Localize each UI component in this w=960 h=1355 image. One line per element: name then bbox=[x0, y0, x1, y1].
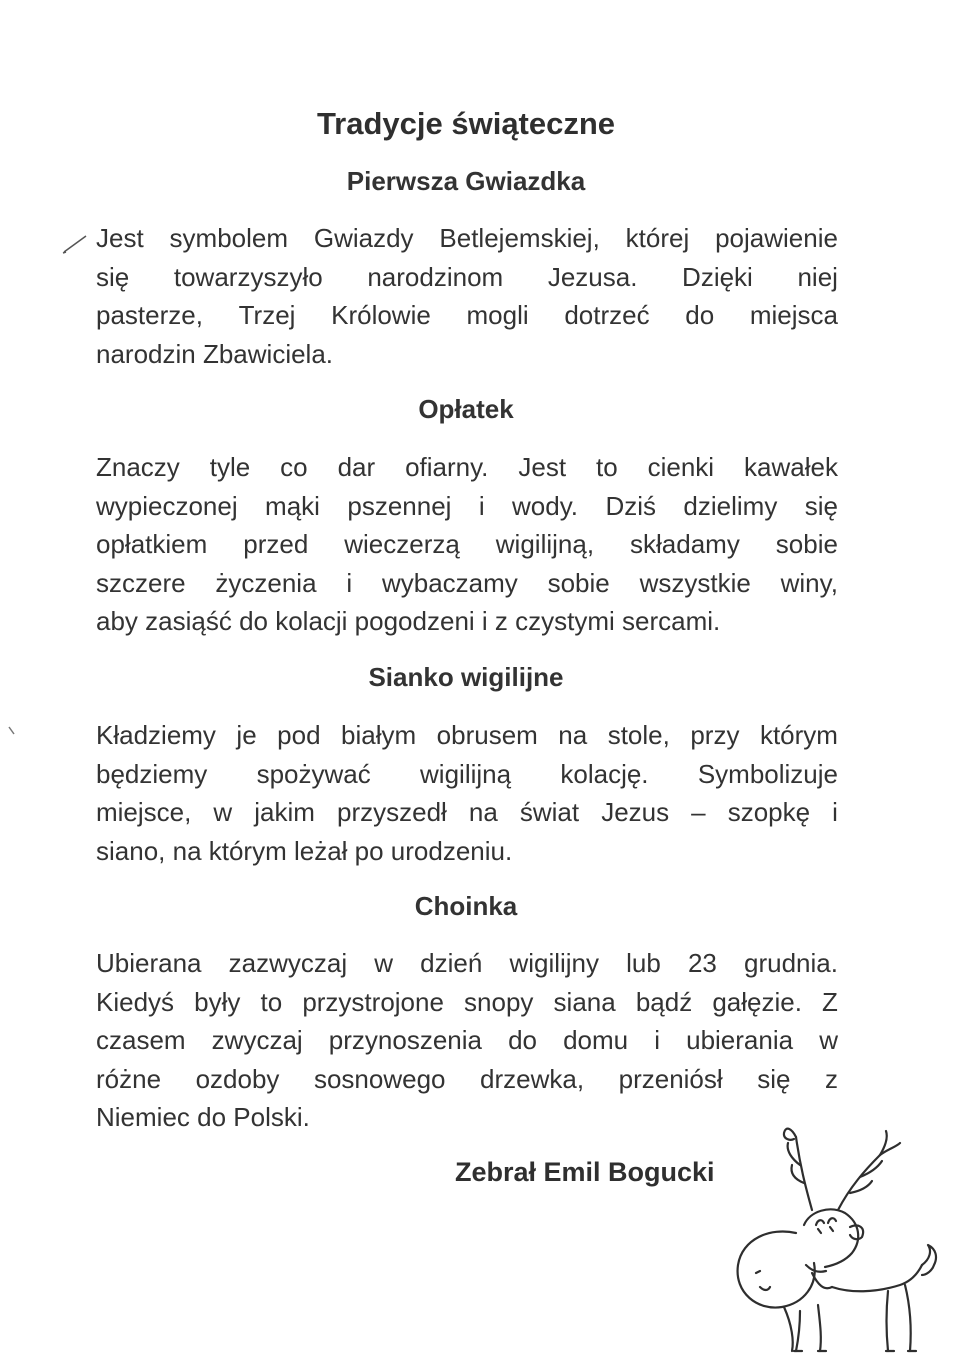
stray-mark-icon bbox=[6, 724, 18, 738]
text-line: aby zasiąść do kolacji pogodzeni i z czystymi sercami. bbox=[96, 606, 721, 637]
text-line: Znaczy tyle co dar ofiarny. Jest to cienki kawałek bbox=[96, 452, 838, 482]
reindeer-drawing-icon bbox=[700, 1115, 960, 1355]
heading-choinka: Choinka bbox=[414, 891, 518, 921]
text-line: pasterze, Trzej Królowie mogli dotrzeć do miejsca bbox=[96, 300, 838, 331]
text-line: opłatkiem przed wieczerzą wigilijną, składamy sobie bbox=[96, 529, 838, 560]
paragraph-oplatek bbox=[96, 448, 838, 641]
paragraph-choinka bbox=[96, 944, 838, 1137]
text-line: szczere życzenia i wybaczamy sobie wszystkie winy, bbox=[96, 567, 838, 598]
text-line: Jest symbolem Gwiazdy Betlejemskiej, której pojawienie bbox=[96, 223, 838, 253]
heading-oplatek: Opłatek bbox=[418, 394, 514, 424]
text-line: Niemiec do Polski. bbox=[96, 1102, 310, 1133]
paragraph-sianko-wigilijne bbox=[96, 716, 838, 870]
text-line: różne ozdoby sosnowego drzewka, przeniósł się z bbox=[96, 1063, 838, 1094]
text-line: będziemy spożywać wigilijną kolację. Symbolizuje bbox=[96, 758, 838, 789]
text-line: Kładziemy je pod białym obrusem na stole, przy którym bbox=[96, 720, 838, 750]
page-title: Tradycje świąteczne bbox=[316, 106, 616, 141]
text-line: siano, na którym leżał po urodzeniu. bbox=[96, 835, 513, 866]
text-line: Kiedyś były to przystrojone snopy siana bądź gałęzie. Z bbox=[96, 986, 838, 1017]
signature: Zebrał Emil Bogucki bbox=[455, 1157, 715, 1187]
text-line: czasem zwyczaj przynoszenia do domu i ubierania w bbox=[96, 1025, 838, 1056]
heading-sianko-wigilijne: Sianko wigilijne bbox=[368, 662, 564, 692]
heading-pierwsza-gwiazdka: Pierwsza Gwiazdka bbox=[346, 166, 586, 196]
text-line: narodzin Zbawiciela. bbox=[96, 338, 334, 369]
text-line: się towarzyszyło narodzinom Jezusa. Dzięki niej bbox=[96, 261, 838, 292]
text-line: Ubierana zazwyczaj w dzień wigilijny lub 23 grudnia. bbox=[96, 948, 838, 978]
text-line: wypieczonej mąki pszennej i wody. Dziś dzielimy się bbox=[96, 490, 838, 521]
text-line: miejsce, w jakim przyszedł na świat Jezus – szopkę i bbox=[96, 797, 838, 828]
stray-mark-icon bbox=[60, 232, 90, 256]
paragraph-pierwsza-gwiazdka bbox=[96, 219, 838, 373]
